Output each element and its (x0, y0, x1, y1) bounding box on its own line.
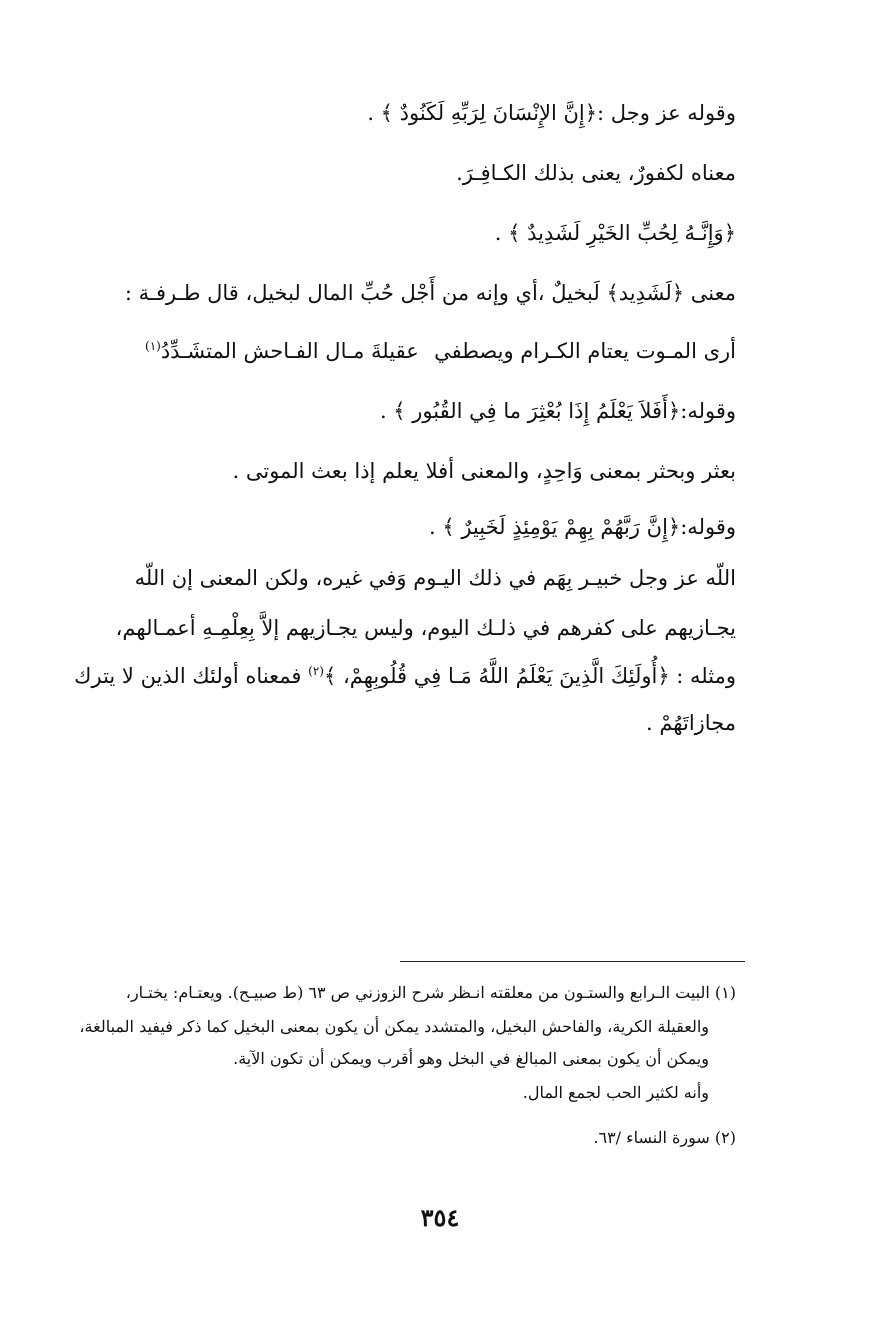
body-line-3: ﴿وَإِنَّـهُ لِحُبِّ الخَيْرِ لَشَدِيدٌ ﴾ . (494, 221, 736, 245)
poetry-verse (145, 336, 736, 366)
page-number: ٣٥٤ (420, 1203, 460, 1232)
body-line-2: معناه لكفورٌ، يعنى بذلك الكـافِـرَ. (456, 161, 736, 185)
body-line-12: مجازاتَهُمْ . (645, 711, 736, 735)
footnote-2: (٢) سورة النساء /٦٣. (593, 1128, 736, 1147)
footnote-1-line-2: والعقيلة الكرية، والفاحش البخيل، والمتشدد يمكن أن يكون بمعنى البخيل كما ذكر فيفيد المبالغة، (79, 1017, 709, 1036)
footnote-separator (400, 961, 745, 962)
footnote-1-line-1: (١) البيت الـرابع والستـون من معلقته انـظر شرح الزوزني ص ٦٣ (ط صبيـح). ويعتـام: يختـار، (125, 983, 736, 1002)
verse-first-hemistich: أرى المـوت يعتام الكـرام ويصطفي (434, 339, 736, 363)
body-line-11-quote: ومثله : ﴿أُولَئِكَ الَّذِينَ يَعْلَمُ اللَّهُ مَـا فِي قُلُوبِهِمْ، ﴾ (323, 664, 736, 688)
body-line-6: وقوله:﴿أَفَلاَ يَعْلَمُ إِذَا بُعْثِرَ ما فِي القُبُور ﴾ . (379, 399, 736, 423)
body-line-11-rest: فمعناه أولئك الذين لا يترك (74, 664, 309, 688)
verse-second-hemistich (145, 336, 419, 366)
footnote-1-line-3: ويمكن أن يكون بمعنى المبالغ في البخل وهو أقرب ويمكن أن تكون الآية. (233, 1049, 709, 1068)
body-line-1: وقوله عز وجل :﴿إِنَّ الإِنْسَانَ لِرَبِّهِ لَكَنُودٌ ﴾ . (367, 101, 736, 125)
footnote-1-line-4: وأنه لكثير الحب لجمع المال. (522, 1083, 709, 1102)
body-line-9: اللّه عز وجل خبيـر بِهَم في ذلك اليـوم وَفي غيره، ولكن المعنى إن اللّه (134, 566, 736, 590)
body-line-11 (74, 661, 736, 691)
body-line-4: معنى ﴿لَشَدِيد﴾ لَبخيلٌ ،أي وإنه من أَجْل حُبِّ المال لبخيل، قال طـرفـة : (124, 281, 736, 305)
body-line-10: يجـازيهم على كفرهم في ذلـك اليوم، وليس يجـازيهم إلاَّ بِعِلْمِـهِ أعمـالهم، (115, 616, 736, 640)
footnote-ref-2[interactable]: (٢) (308, 664, 324, 678)
footnote-ref-1[interactable]: (١) (145, 339, 161, 353)
verse-second-hemistich-text: عقيلةَ مـال الفـاحش المتشَـدِّدُ (160, 339, 419, 363)
body-line-8: وقوله:﴿إِنَّ رَبَّهُمْ بِهِمْ يَوْمِئِذٍ لَخَبِيرٌ ﴾ . (428, 515, 736, 539)
body-line-7: بعثر وبحثر بمعنى وَاحِدٍ، والمعنى أفلا يعلم إذا بعث الموتى . (232, 459, 736, 483)
